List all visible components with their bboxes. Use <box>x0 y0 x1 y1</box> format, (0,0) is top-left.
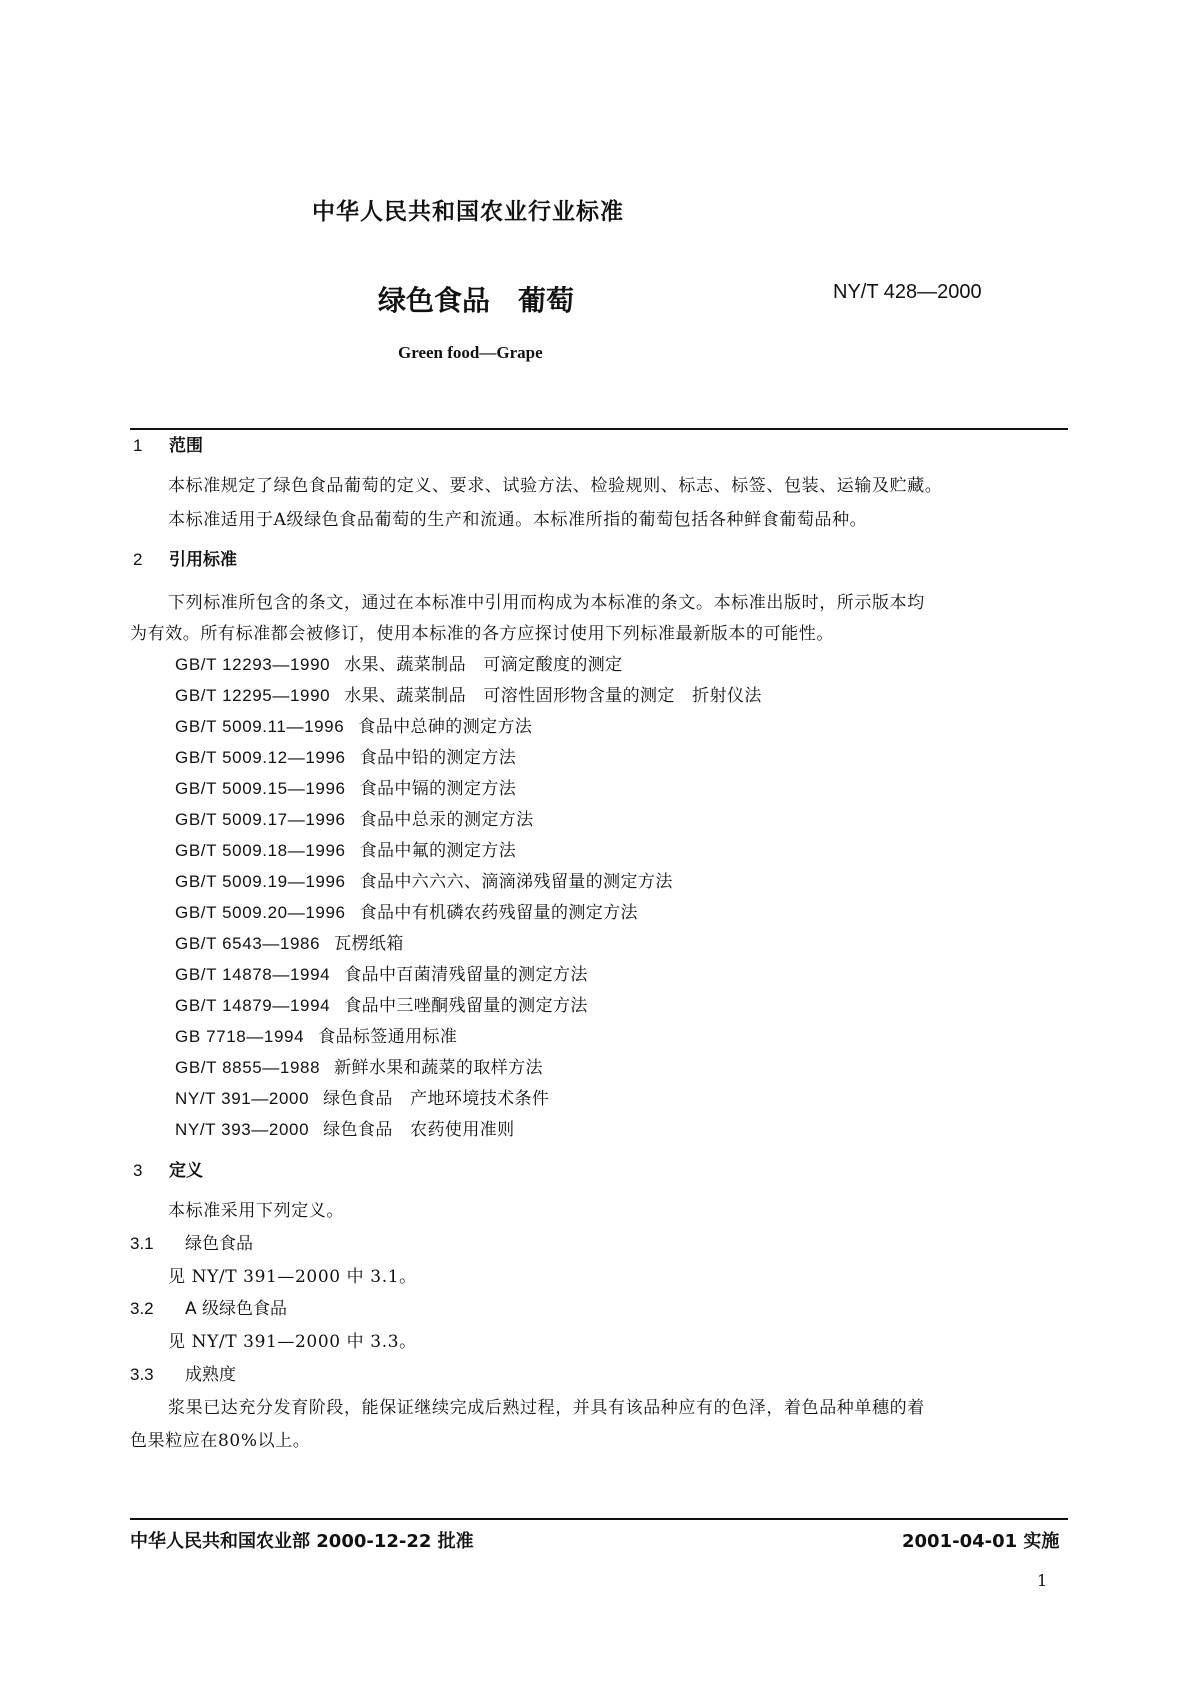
clause-number: 3.1 <box>130 1234 154 1253</box>
reference-code: GB/T 14878—1994 <box>175 965 331 984</box>
clause-number: 3.2 <box>130 1299 154 1318</box>
section-3-heading <box>133 1156 203 1181</box>
approval-line: 中华人民共和国农业部 2000-12-22 批准 <box>130 1531 474 1552</box>
section-title: 定义 <box>169 1161 203 1181</box>
definition-term: 成熟度 <box>185 1365 236 1385</box>
reference-title: 食品中有机磷农药残留量的测定方法 <box>359 903 638 923</box>
definition-3-3-text-line-1: 浆果已达充分发育阶段，能保证继续完成后熟过程，并具有该品种应有的色泽，着色品种单穗的着 <box>168 1398 925 1418</box>
section-number: 3 <box>133 1161 143 1180</box>
reference-item <box>175 805 534 830</box>
reference-item <box>175 898 638 923</box>
section-title: 范围 <box>169 436 203 456</box>
section-2-intro-line-1: 下列标准所包含的条文，通过在本标准中引用而构成为本标准的条文。本标准出版时，所示版本均 <box>168 593 925 613</box>
definition-term: A 级绿色食品 <box>185 1299 288 1319</box>
reference-item <box>175 836 516 861</box>
section-3-intro: 本标准采用下列定义。 <box>168 1201 344 1221</box>
reference-item <box>175 650 623 675</box>
reference-code: GB/T 6543—1986 <box>175 934 321 953</box>
reference-title: 食品中镉的测定方法 <box>359 779 517 799</box>
definition-3-2-text: 见 NY/T 391—2000 中 3.3。 <box>168 1332 417 1352</box>
reference-code: GB/T 12295—1990 <box>175 686 331 705</box>
section-number: 2 <box>133 550 143 569</box>
definition-3-1-heading <box>130 1229 253 1254</box>
english-subtitle: Green food—Grape <box>398 343 543 362</box>
reference-title: 食品中氟的测定方法 <box>359 841 517 861</box>
reference-title: 食品中百菌清残留量的测定方法 <box>344 965 588 985</box>
reference-title: 食品中总砷的测定方法 <box>358 717 533 737</box>
reference-item <box>175 774 516 799</box>
section-1-heading <box>133 431 203 456</box>
reference-code: GB/T 5009.17—1996 <box>175 810 346 829</box>
definition-3-1-text: 见 NY/T 391—2000 中 3.1。 <box>168 1267 417 1287</box>
reference-code: GB/T 5009.18—1996 <box>175 841 346 860</box>
reference-title: 绿色食品 农药使用准则 <box>323 1120 515 1140</box>
page-number: 1 <box>1037 1571 1048 1590</box>
reference-item <box>175 960 588 985</box>
definition-term: 绿色食品 <box>185 1234 253 1254</box>
reference-title: 绿色食品 产地环境技术条件 <box>323 1089 550 1109</box>
reference-code: GB/T 12293—1990 <box>175 655 331 674</box>
reference-code: GB/T 5009.11—1996 <box>175 717 345 736</box>
reference-item <box>175 867 673 892</box>
reference-code: GB/T 5009.15—1996 <box>175 779 346 798</box>
effective-date: 2001-04-01 实施 <box>902 1531 1060 1552</box>
section-2-heading <box>133 545 237 570</box>
definition-3-2-heading <box>130 1294 287 1319</box>
reference-item <box>175 1115 515 1140</box>
section-1-para-2: 本标准适用于A级绿色食品葡萄的生产和流通。本标准所指的葡萄包括各种鲜食葡萄品种。 <box>168 510 868 530</box>
reference-code: NY/T 393—2000 <box>175 1120 310 1139</box>
reference-title: 食品中三唑酮残留量的测定方法 <box>344 996 588 1016</box>
reference-item <box>175 991 588 1016</box>
document-title: 绿色食品 葡萄 <box>378 284 575 317</box>
reference-title: 食品中铅的测定方法 <box>359 748 517 768</box>
reference-item <box>175 1053 543 1078</box>
reference-code: GB/T 5009.20—1996 <box>175 903 346 922</box>
reference-title: 水果、蔬菜制品 可滴定酸度的测定 <box>344 655 623 675</box>
reference-code: GB/T 14879—1994 <box>175 996 331 1015</box>
reference-title: 瓦楞纸箱 <box>334 934 404 954</box>
reference-code: GB 7718—1994 <box>175 1027 305 1046</box>
reference-item <box>175 1022 457 1047</box>
footer-divider <box>130 1518 1068 1520</box>
reference-item <box>175 1084 549 1109</box>
clause-number: 3.3 <box>130 1365 154 1384</box>
section-2-intro-line-2: 为有效。所有标准都会被修订，使用本标准的各方应探讨使用下列标准最新版本的可能性。 <box>130 624 834 644</box>
reference-item <box>175 712 532 737</box>
definition-3-3-heading <box>130 1360 236 1385</box>
reference-item <box>175 743 516 768</box>
definition-3-3-text-line-2: 色果粒应在80%以上。 <box>130 1431 311 1451</box>
standard-number: NY/T 428—2000 <box>833 281 982 303</box>
reference-code: NY/T 391—2000 <box>175 1089 310 1108</box>
reference-code: GB/T 5009.12—1996 <box>175 748 346 767</box>
header-divider <box>130 428 1068 430</box>
reference-title: 食品中总汞的测定方法 <box>359 810 534 830</box>
reference-code: GB/T 5009.19—1996 <box>175 872 346 891</box>
reference-item <box>175 929 404 954</box>
reference-item <box>175 681 762 706</box>
section-title: 引用标准 <box>169 550 237 570</box>
section-1-para-1: 本标准规定了绿色食品葡萄的定义、要求、试验方法、检验规则、标志、标签、包装、运输及贮藏。 <box>168 476 943 496</box>
reference-title: 食品中六六六、滴滴涕残留量的测定方法 <box>359 872 673 892</box>
reference-code: GB/T 8855—1988 <box>175 1058 321 1077</box>
issuing-body-title: 中华人民共和国农业行业标准 <box>312 199 624 225</box>
reference-title: 新鲜水果和蔬菜的取样方法 <box>334 1058 543 1078</box>
reference-title: 水果、蔬菜制品 可溶性固形物含量的测定 折射仪法 <box>344 686 762 706</box>
section-number: 1 <box>133 436 143 455</box>
reference-title: 食品标签通用标准 <box>318 1027 458 1047</box>
